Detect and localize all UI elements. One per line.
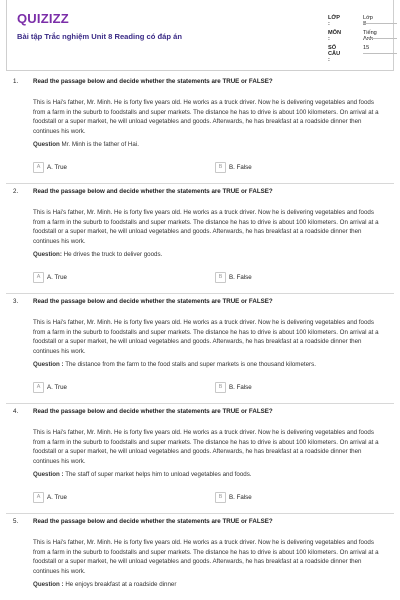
- question-label: Question: [33, 141, 60, 148]
- meta-underline: [363, 23, 397, 24]
- option-label: B. False: [229, 493, 252, 501]
- option-letter-box: A: [33, 492, 44, 503]
- option-label: A. True: [47, 163, 67, 171]
- option-letter-box: A: [33, 162, 44, 173]
- question-number: 2.: [13, 188, 19, 195]
- meta-underline: [363, 38, 397, 39]
- meta-key: MÔN :: [328, 30, 342, 42]
- option-label: A. True: [47, 383, 67, 391]
- question-statement: [33, 251, 385, 258]
- question-statement: [33, 141, 385, 148]
- question-label: Question :: [33, 581, 64, 588]
- question-text: Mr. Minh is the father of Hai.: [59, 141, 139, 148]
- meta-value: 15: [363, 45, 370, 51]
- question-heading: Read the passage below and decide whether the statements are TRUE or FALSE?: [33, 408, 273, 415]
- question-passage: This is Hai's father, Mr. Minh. He is forty five years old. He works as a truck driver. Now he is delivering vegetables and foods from a farm in the suburb to foodstalls and super markets. The distance he has to drive is about 100 kilometers. On arrival at a foodstall or a super market, he will unload vegetables and goods. Afterwards, he has breakfast at a roadside dinner then continues his work.: [33, 539, 379, 575]
- question-divider: [6, 513, 394, 514]
- option-letter-box: A: [33, 382, 44, 393]
- question-divider: [6, 403, 394, 404]
- question-heading: Read the passage below and decide whether the statements are TRUE or FALSE?: [33, 298, 273, 305]
- page-title: Bài tập Trắc nghiệm Unit 8 Reading có đáp án: [17, 32, 182, 41]
- option-letter-box: A: [33, 272, 44, 283]
- question-text: He enjoys breakfast at a roadside dinner: [63, 581, 177, 588]
- meta-underline: [363, 53, 397, 54]
- meta-value: Lớp 8: [363, 15, 373, 27]
- question-number: 3.: [13, 298, 19, 305]
- question-passage: This is Hai's father, Mr. Minh. He is forty five years old. He works as a truck driver. Now he is delivering vegetables and foods from a farm in the suburb to foodstalls and super markets. The distance he has to drive is about 100 kilometers. On arrival at a foodstall or a super market, he will unload vegetables and goods. Afterwards, he has breakfast at a roadside dinner then continues his work.: [33, 99, 379, 135]
- question-statement: [33, 471, 385, 478]
- option-letter-box: B: [215, 272, 226, 283]
- option-label: A. True: [47, 273, 67, 281]
- question-number: 4.: [13, 408, 19, 415]
- meta-key: LỚP :: [328, 15, 340, 27]
- option-letter-box: B: [215, 162, 226, 173]
- option-letter-box: B: [215, 382, 226, 393]
- meta-key: SỐ CÂU :: [328, 45, 341, 63]
- question-text: The staff of super market helps him to unload vegetables and foods.: [63, 471, 252, 478]
- question-heading: Read the passage below and decide whether the statements are TRUE or FALSE?: [33, 78, 273, 85]
- question-divider: [6, 183, 394, 184]
- question-heading: Read the passage below and decide whether the statements are TRUE or FALSE?: [33, 188, 273, 195]
- worksheet-header: [6, 0, 394, 71]
- question-statement: [33, 581, 385, 588]
- question-label: Question :: [33, 361, 64, 368]
- option-label: A. True: [47, 493, 67, 501]
- question-passage: This is Hai's father, Mr. Minh. He is forty five years old. He works as a truck driver. Now he is delivering vegetables and foods from a farm in the suburb to foodstalls and super markets. The distance he has to drive is about 100 kilometers. On arrival at a foodstall or a super market, he will unload vegetables and goods. Afterwards, he has breakfast at a roadside dinner then continues his work.: [33, 319, 379, 355]
- question-heading: Read the passage below and decide whether the statements are TRUE or FALSE?: [33, 518, 273, 525]
- question-passage: This is Hai's father, Mr. Minh. He is forty five years old. He works as a truck driver. Now he is delivering vegetables and foods from a farm in the suburb to foodstalls and super markets. The distance he has to drive is about 100 kilometers. On arrival at a foodstall or a super market, he will unload vegetables and goods. Afterwards, he has breakfast at a roadside dinner then continues his work.: [33, 429, 379, 465]
- option-letter-box: B: [215, 492, 226, 503]
- question-text: He drives the truck to deliver goods.: [61, 251, 163, 258]
- question-divider: [6, 293, 394, 294]
- question-statement: [33, 361, 385, 368]
- question-label: Question :: [33, 471, 64, 478]
- quizizz-logo: QUIZIZZ: [17, 11, 69, 26]
- meta-value: Tiếng Anh: [363, 30, 377, 42]
- question-number: 1.: [13, 78, 19, 85]
- question-label: Question:: [33, 251, 62, 258]
- question-number: 5.: [13, 518, 19, 525]
- question-passage: This is Hai's father, Mr. Minh. He is forty five years old. He works as a truck driver. Now he is delivering vegetables and foods from a farm in the suburb to foodstalls and super markets. The distance he has to drive is about 100 kilometers. On arrival at a foodstall or a super market, he will unload vegetables and goods. Afterwards, he has breakfast at a roadside dinner then continues his work.: [33, 209, 379, 245]
- question-text: The distance from the farm to the food stalls and super markets is one thousand kilometers.: [63, 361, 316, 368]
- option-label: B. False: [229, 383, 252, 391]
- option-label: B. False: [229, 163, 252, 171]
- option-label: B. False: [229, 273, 252, 281]
